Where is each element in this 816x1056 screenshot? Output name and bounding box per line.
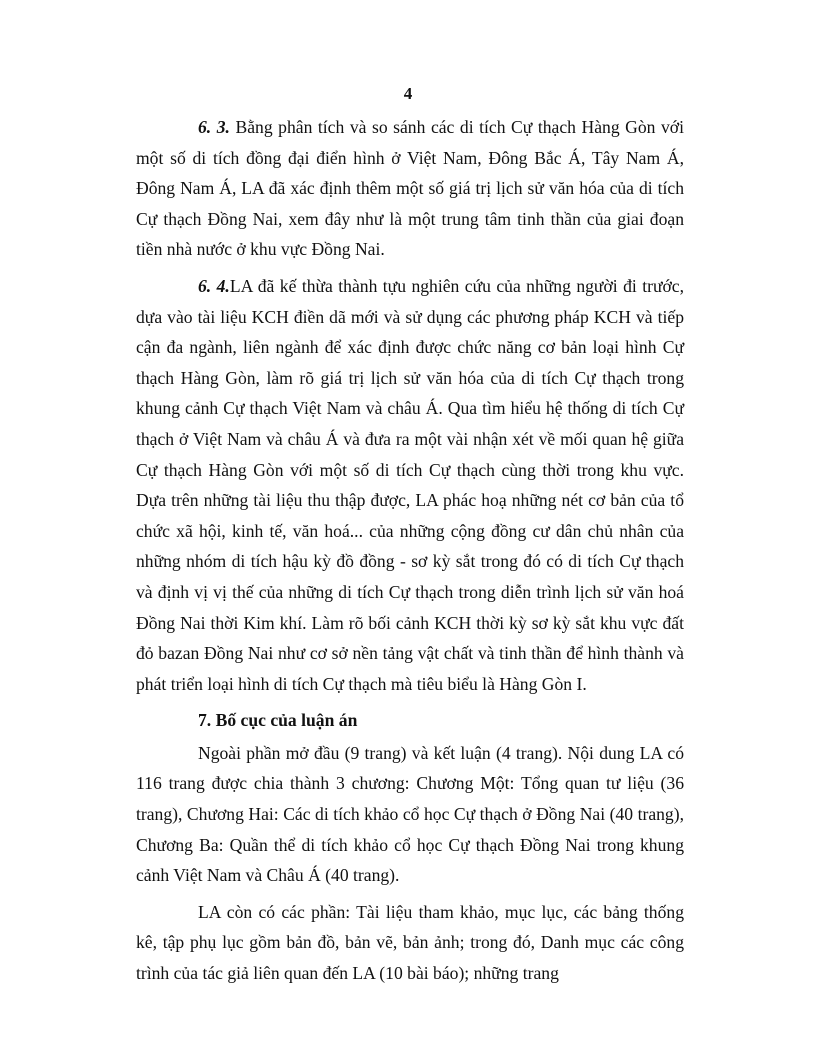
paragraph-6-3: [136, 112, 684, 265]
section-7-heading: 7. Bố cục của luận án: [198, 710, 358, 731]
paragraph-7-structure: Ngoài phần mở đầu (9 trang) và kết luận (4 trang). Nội dung LA có 116 trang được chia thành 3 chương: Chương Một: Tổng quan tư liệu (36 trang), Chương Hai: Các di tích khảo cổ học Cự thạch ở Đồng Nai (40 trang), Chương Ba: Quần thể di tích khảo cổ học Cự thạch Đồng Nai trong khung cảnh Việt Nam và Châu Á (40 trang).: [136, 742, 684, 886]
section-number-6-3: 6. 3.: [198, 117, 230, 137]
page-number: 4: [403, 84, 413, 103]
paragraph-6-4: [136, 271, 684, 699]
paragraph-6-4-text: LA đã kế thừa thành tựu nghiên cứu của những người đi trước, dựa vào tài liệu KCH điền dã mới và sử dụng các phương pháp KCH và tiếp cận đa ngành, liên ngành để xác định được chức năng cơ bản loại hình Cự thạch Hàng Gòn, làm rõ giá trị lịch sử văn hóa của di tích Cự thạch trong khung cảnh Cự thạch Việt Nam và châu Á. Qua tìm hiểu hệ thống di tích Cự thạch ở Việt Nam và châu Á và đưa ra một vài nhận xét về mối quan hệ giữa Cự thạch Hàng Gòn với một số di tích Cự thạch cùng thời trong khu vực. Dựa trên những tài liệu thu thập được, LA phác hoạ những nét cơ bản của tổ chức xã hội, kinh tế, văn hoá... của những cộng đồng cư dân chủ nhân của những nhóm di tích hậu kỳ đồ đồng - sơ kỳ sắt trong đó có di tích Cự thạch và định vị vị thế của những di tích Cự thạch trong diễn trình lịch sử văn hoá Đồng Nai thời Kim khí. Làm rõ bối cảnh KCH thời kỳ sơ kỳ sắt khu vực đất đỏ bazan Đồng Nai như cơ sở nền tảng vật chất và tinh thần để hình thành và phát triển loại hình di tích Cự thạch mà tiêu biểu là Hàng Gòn I.: [136, 275, 684, 694]
document-body: [136, 112, 684, 989]
paragraph-7-appendices: LA còn có các phần: Tài liệu tham khảo, mục lục, các bảng thống kê, tập phụ lục gồm bản đồ, bản vẽ, bản ảnh; trong đó, Danh mục các công trình của tác giả liên quan đến LA (10 bài báo); những trang: [136, 901, 684, 984]
paragraph-6-3-text: Bằng phân tích và so sánh các di tích Cự thạch Hàng Gòn với một số di tích đồng đại điển hình ở Việt Nam, Đông Bắc Á, Tây Nam Á, Đông Nam Á, LA đã xác định thêm một số giá trị lịch sử văn hóa của di tích Cự thạch Đồng Nai, xem đây như là một trung tâm tinh thần của giai đoạn tiền nhà nước ở khu vực Đồng Nai.: [136, 117, 684, 260]
section-number-6-4: 6. 4.: [198, 275, 230, 296]
